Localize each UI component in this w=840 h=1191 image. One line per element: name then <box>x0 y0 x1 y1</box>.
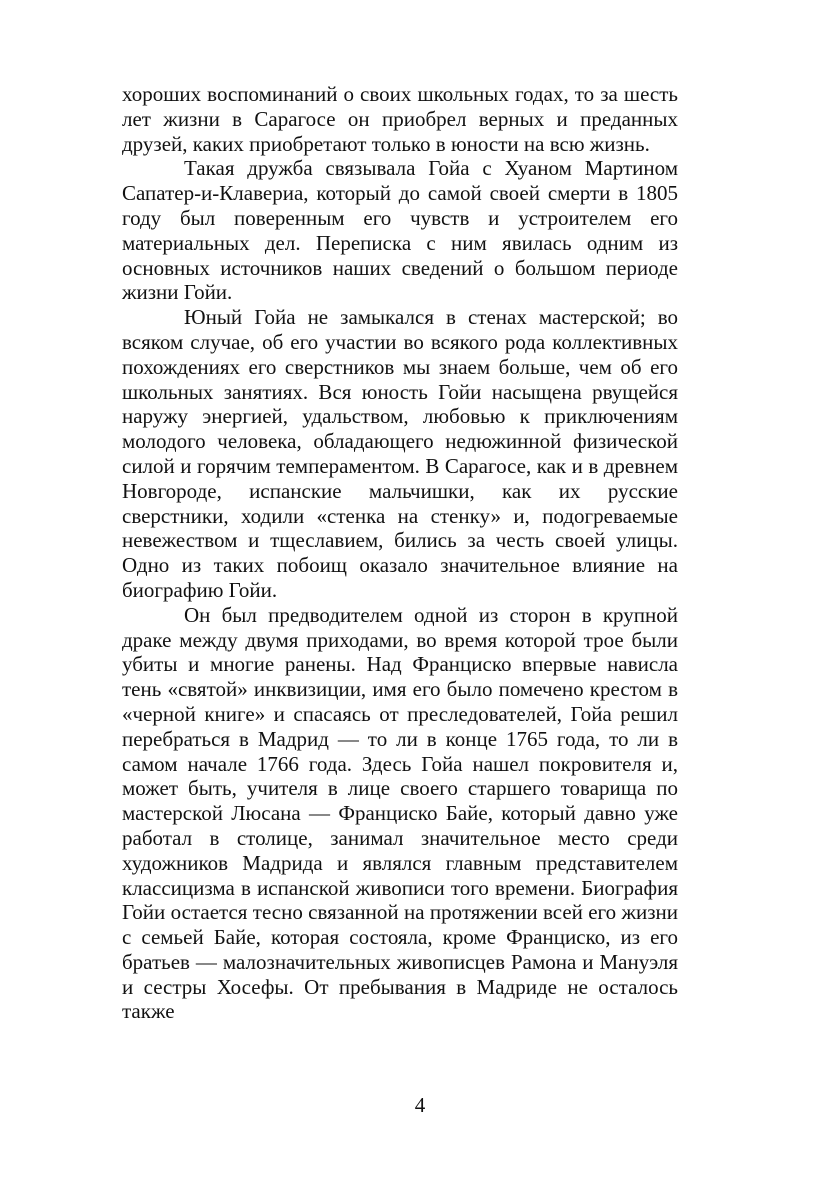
body-text <box>122 82 678 1024</box>
paragraph-1: хороших воспоминаний о своих школьных годах, то за шесть лет жизни в Сарагосе он приобрел верных и преданных друзей, каких приобретают только в юности на всю жизнь. <box>122 82 678 156</box>
paragraph-4: Он был предводителем одной из сторон в крупной драке между двумя приходами, во время которой трое были убиты и многие ранены. Над Франциско впервые нависла тень «святой» инквизиции, имя его было помечено крестом в «черной книге» и спасаясь от преследователей, Гойа решил перебраться в Мадрид — то ли в конце 1765 года, то ли в самом начале 1766 года. Здесь Гойа нашел покровителя и, может быть, учителя в лице своего старшего товарища по мастерской Люсана — Франциско Байе, который давно уже работал в столице, занимал значительное место среди художников Мадрида и являлся главным представителем классицизма в испанской живописи того времени. Биография Гойи остается тесно связанной на протяжении всей его жизни с семьей Байе, которая состояла, кроме Франциско, из его братьев — малозначительных живописцев Рамона и Мануэля и сестры Хосефы. От пребывания в Мадриде не осталось также <box>122 602 678 1024</box>
page-number: 4 <box>414 1093 426 1117</box>
paragraph-3: Юный Гойа не замыкался в стенах мастерской; во всяком случае, об его участии во всякого рода коллективных похождениях его сверстников мы знаем больше, чем об его школьных занятиях. Вся юность Гойи насыщена рвущейся наружу энергией, удальством, любовью к приключениям молодого человека, обладающего недюжинной физической силой и горячим темпераментом. В Сарагосе, как и в древнем Новгороде, испанские мальчишки, как их русские сверстники, ходили «стенка на стенку» и, подогреваемые невежеством и тщеславием, бились за честь своей улицы. Одно из таких побоищ оказало значительное влияние на биографию Гойи. <box>122 305 678 602</box>
paragraph-2: Такая дружба связывала Гойа с Хуаном Мартином Сапатер-и-Клавериа, который до самой своей смерти в 1805 году был поверенным его чувств и устроителем его материальных дел. Переписка с ним явилась одним из основных источников наших сведений о большом периоде жизни Гойи. <box>122 156 678 305</box>
